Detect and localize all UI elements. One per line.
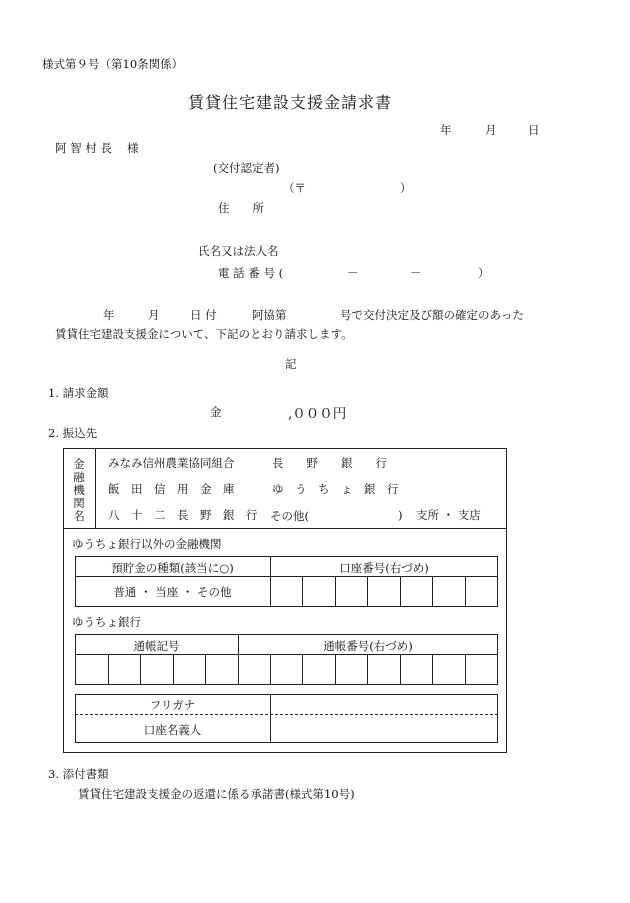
ki-label: 記 [285,357,297,371]
attachment-item: 賃貸住宅建設支援金の返還に係る承諾書(様式第10号) [78,787,355,801]
postal-close: ） [400,181,412,195]
institution-2-left: 飯 田 信 用 金 庫 [108,482,235,496]
other-banks-title: ゆうちょ銀行以外の金融機関 [72,537,222,551]
postal-open: （〒 [283,181,306,195]
body-line-2: 賃貸住宅建設支援金について、下記のとおり請求します。 [55,327,353,341]
deposit-type-label: 預貯金の種類(該当に○) [111,561,234,575]
date-day: 日 [528,123,540,137]
institution-1-right: 長 野 銀 行 [272,456,387,470]
body-year: 年 [103,308,115,322]
institution-header: 金融機関名 [73,457,85,523]
amount-prefix: 金 [210,405,222,419]
passbook-symbol-label: 通帳記号 [133,639,180,653]
phone-sep-2: － [410,266,422,280]
institution-other-close: ) [398,508,403,522]
section3-label: 3. 添付書類 [48,767,109,781]
holder-label: 口座名義人 [143,723,202,737]
applicant-role: (交付認定者) [213,161,280,175]
date-year: 年 [440,123,452,137]
institution-other: その他( [270,509,309,523]
section1-label: 1. 請求金額 [48,386,109,400]
furigana-label: フリガナ [149,698,196,712]
amount-value: ,０００円 [288,406,347,422]
phone-label: 電 話 番 号 ( [218,266,284,280]
form-number: 様式第９号（第10条関係） [42,57,184,71]
phone-close: ） [478,266,490,280]
document-title: 賃貸住宅建設支援金請求書 [188,93,393,112]
phone-sep-1: － [347,266,359,280]
yucho-title: ゆうちょ銀行 [72,615,141,629]
date-month: 月 [485,123,497,137]
account-number-label: 口座番号(右づめ) [339,561,429,575]
body-day: 日 付 [190,308,217,322]
institution-2-right: ゆ う ち ょ 銀 行 [272,482,399,496]
body-month: 月 [148,308,160,322]
institution-1-left: みなみ信州農業協同組合 [108,456,235,470]
deposit-options[interactable]: 普通 ・ 当座 ・ その他 [113,585,232,599]
body-ref: 阿協第 [252,308,287,322]
branch-label: 支所 ・ 支店 [416,508,481,522]
addressee: 阿 智 村 長 様 [55,141,139,155]
passbook-number-label: 通帳番号(右づめ) [323,639,413,653]
institution-3-left: 八 十 二 長 野 銀 行 [108,508,258,522]
section2-label: 2. 振込先 [48,426,98,440]
address-label: 住 所 [218,201,264,215]
name-label: 氏名又は法人名 [198,244,279,258]
body-rest: 号で交付決定及び額の確定のあった [340,308,524,322]
